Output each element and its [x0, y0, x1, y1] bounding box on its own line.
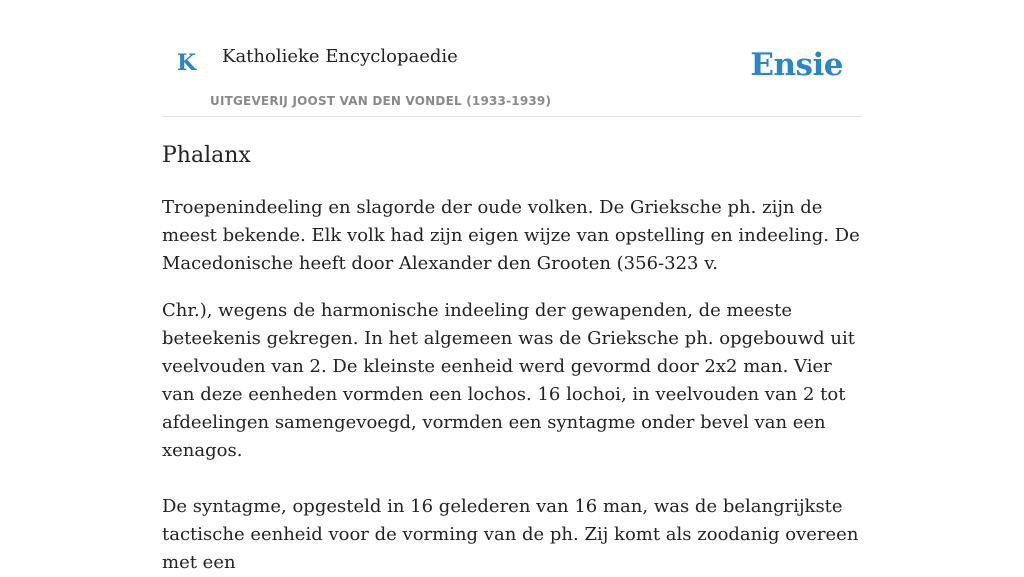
article-paragraph: Troepenindeeling en slagorde der oude volken. De Grieksche ph. zijn de meest bekende. Elk volk had zijn eigen wijze van opstelling en indeeling. De Macedonische heeft door Alexander den Grooten (356-323 v.	[162, 197, 860, 274]
site-header	[162, 0, 862, 117]
encyclopedia-logo-icon[interactable]: K	[177, 50, 197, 76]
article-paragraph: Chr.), wegens de harmonische indeeling der gewapenden, de meeste beteekenis gekregen. In het algemeen was de Grieksche ph. opgebouwd uit veelvouden van 2. De kleinste eenheid werd gevormd door 2x2 man. Vier van deze eenheden vormden een lochos. 16 lochoi, in veelvouden van 2 tot afdeelingen samengevoegd, vormden een syntagme onder bevel van een xenagos.	[162, 300, 855, 461]
page-title: Phalanx	[162, 143, 251, 168]
article-paragraph: De syntagme, opgesteld in 16 gelederen van 16 man, was de belangrijkste tactische eenheid voor de vorming van de ph. Zij komt als zoodanig overeen met een	[162, 496, 859, 573]
publisher-label: UITGEVERIJ JOOST VAN DEN VONDEL (1933-1939)	[210, 94, 552, 108]
encyclopedia-title[interactable]: Katholieke Encyclopaedie	[222, 46, 458, 67]
ensie-brand-logo[interactable]: Ensie	[750, 47, 843, 83]
page	[162, 0, 862, 573]
